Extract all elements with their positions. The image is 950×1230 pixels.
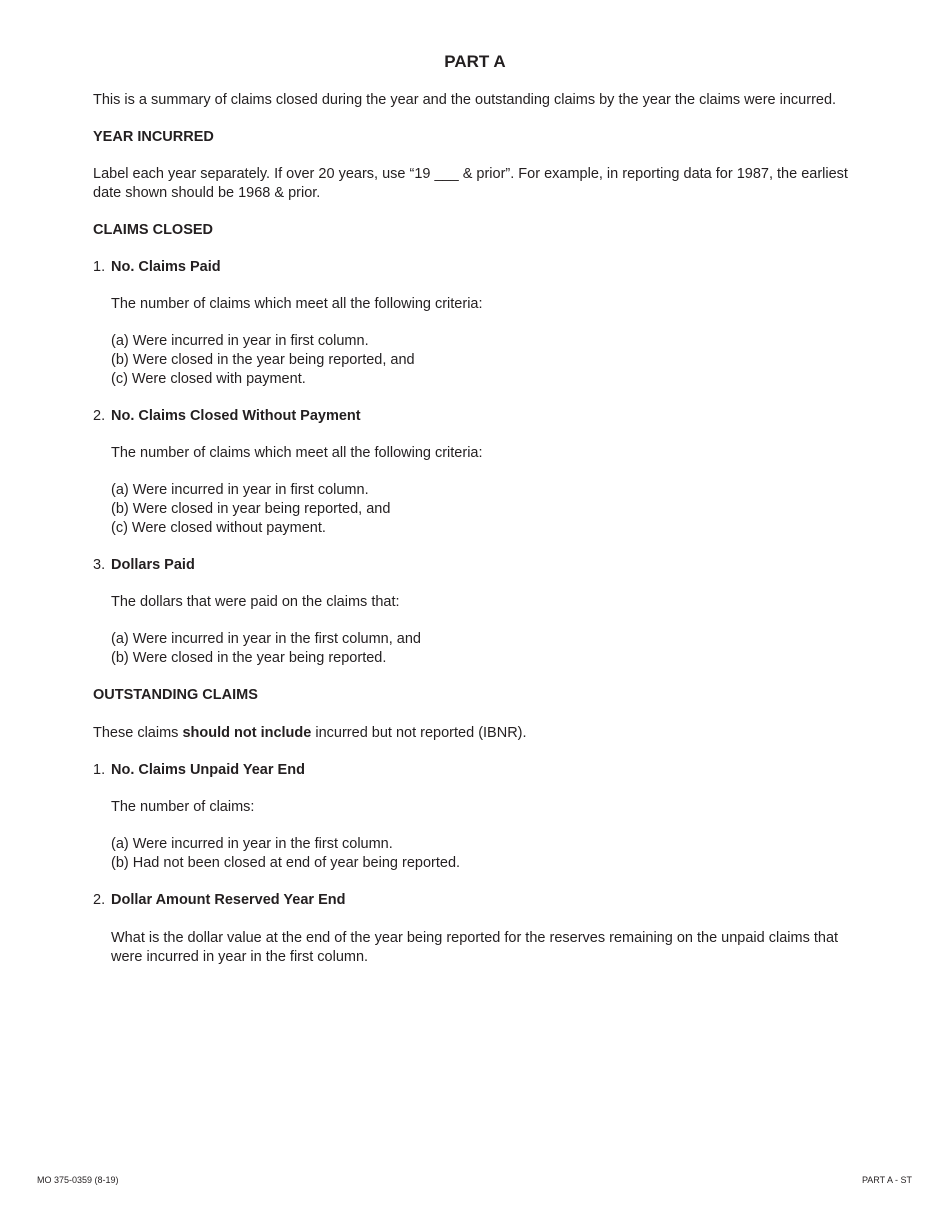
outstanding-claims-note (93, 724, 873, 743)
note-text: incurred but not reported (IBNR). (311, 725, 527, 741)
criteria-item: (a) Were incurred in year in first column. (111, 333, 369, 349)
item-title: No. Claims Paid (111, 259, 221, 275)
dollars-paid-lead: The dollars that were paid on the claims that: (111, 594, 400, 610)
intro-paragraph: This is a summary of claims closed during the year and the outstanding claims by the year the claims were incurred. (93, 92, 837, 108)
year-incurred-heading: YEAR INCURRED (93, 129, 214, 145)
dollar-amount-reserved-lead: What is the dollar value at the end of the year being reported for the reserves remaining on the unpaid claims that were incurred in year in the first column. (111, 930, 839, 965)
criteria-item: (c) Were closed with payment. (111, 371, 306, 387)
dollars-paid-criteria (111, 630, 871, 668)
criteria-item: (b) Had not been closed at end of year being reported. (111, 855, 461, 871)
claims-closed-without-payment-title (93, 407, 873, 426)
criteria-item: (a) Were incurred in year in the first column. (111, 836, 393, 852)
claims-unpaid-title (93, 761, 873, 780)
dollars-paid-title (93, 556, 873, 575)
item-number: 1. (93, 762, 106, 778)
item-number: 3. (93, 557, 106, 573)
dollar-amount-reserved-title (93, 891, 873, 910)
claims-closed-without-payment-criteria (111, 481, 871, 538)
item-title: Dollars Paid (111, 557, 195, 573)
page-title: PART A (444, 52, 506, 71)
criteria-item: (a) Were incurred in year in the first column, and (111, 631, 422, 647)
criteria-item: (b) Were closed in year being reported, and (111, 501, 391, 517)
claims-paid-title (93, 258, 873, 277)
criteria-item: (b) Were closed in the year being reported, and (111, 352, 415, 368)
criteria-item: (c) Were closed without payment. (111, 520, 326, 536)
item-title: No. Claims Closed Without Payment (111, 408, 361, 424)
note-text: These claims (93, 725, 183, 741)
claims-paid-lead: The number of claims which meet all the following criteria: (111, 296, 483, 312)
form-number: MO 375-0359 (8-19) (37, 1175, 119, 1185)
item-title: No. Claims Unpaid Year End (111, 762, 305, 778)
criteria-item: (b) Were closed in the year being reported. (111, 650, 387, 666)
item-title: Dollar Amount Reserved Year End (111, 892, 346, 908)
claims-closed-without-payment-lead: The number of claims which meet all the following criteria: (111, 445, 483, 461)
year-incurred-text: Label each year separately. If over 20 years, use “19 ___ & prior”. For example, in reporting data for 1987, the earliest date shown should be 1968 & prior. (93, 166, 848, 201)
outstanding-claims-heading: OUTSTANDING CLAIMS (93, 687, 258, 703)
item-number: 1. (93, 259, 106, 275)
claims-closed-heading: CLAIMS CLOSED (93, 222, 214, 238)
claims-unpaid-criteria (111, 835, 871, 873)
note-emphasis: should not include (182, 725, 312, 741)
claims-unpaid-lead: The number of claims: (111, 799, 255, 815)
item-number: 2. (93, 408, 106, 424)
page-label: PART A - ST (861, 1175, 912, 1185)
item-number: 2. (93, 892, 106, 908)
claims-paid-criteria (111, 332, 871, 389)
criteria-item: (a) Were incurred in year in first column. (111, 482, 369, 498)
